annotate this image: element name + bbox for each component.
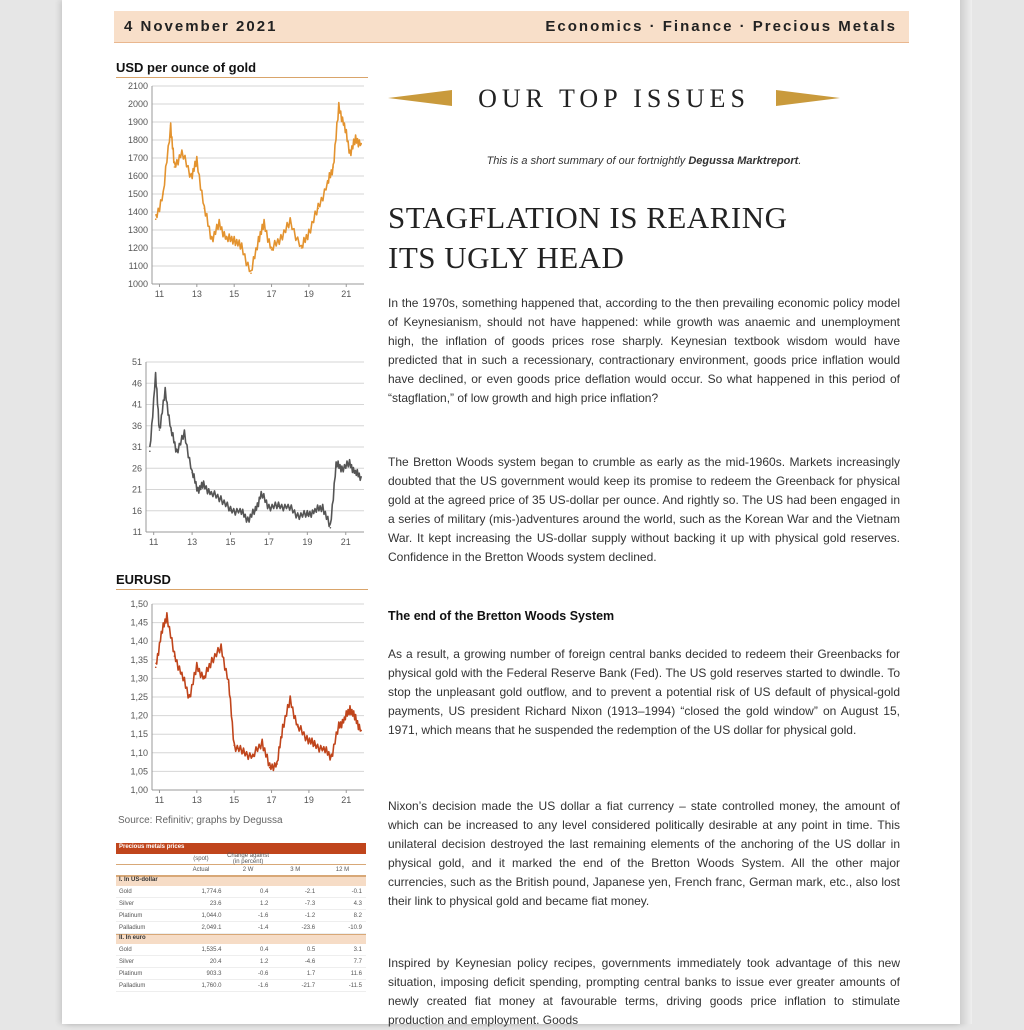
y-tick-label: 21 — [131, 484, 142, 495]
data-point — [162, 193, 164, 195]
x-tick-label: 21 — [340, 537, 351, 547]
paragraph-5: Inspired by Keynesian policy recipes, governments immediately took advantage of this new situation, imposing deficit spending, prompting central banks to issue ever greater amounts of newly created fiat money at favourable terms, driving goods price inflation to stimulate production and employment. Goods — [388, 956, 900, 1027]
data-point — [155, 666, 157, 668]
data-point — [196, 161, 198, 163]
table-cell: Platinum — [119, 912, 143, 919]
table-cell: 0.4 — [259, 888, 269, 895]
x-tick-label: 17 — [263, 537, 274, 547]
gold-chart-svg — [116, 80, 368, 305]
data-point — [196, 666, 198, 668]
table-cell: Palladium — [119, 982, 146, 989]
table-row — [116, 968, 366, 980]
y-tick-label: 1900 — [127, 117, 148, 127]
headline-line-2: ITS UGLY HEAD — [388, 240, 625, 275]
table-cell: 0.4 — [259, 946, 269, 953]
data-point — [289, 700, 291, 702]
data-point — [250, 272, 252, 274]
data-point — [314, 745, 316, 747]
table-header-cell: Actual — [192, 867, 210, 873]
table-cell: -23.6 — [301, 924, 316, 931]
y-tick-label: 1,35 — [130, 654, 148, 665]
data-point — [335, 463, 337, 465]
data-point — [149, 450, 151, 452]
data-point — [155, 218, 157, 220]
series-line — [156, 103, 362, 272]
series-line — [150, 373, 361, 527]
data-point — [170, 125, 172, 127]
data-point — [161, 633, 163, 635]
data-point — [355, 719, 357, 721]
data-point — [355, 472, 357, 474]
y-tick-label: 1600 — [127, 171, 148, 181]
y-tick-label: 1,40 — [130, 636, 148, 647]
data-point — [327, 182, 329, 184]
section-subhead: The end of the Bretton Woods System — [388, 609, 615, 623]
table-cell: 20.4 — [209, 958, 222, 965]
data-point — [338, 107, 340, 109]
y-tick-label: 1,10 — [130, 747, 148, 758]
table-cell: -0.6 — [257, 970, 269, 977]
table-cell: -11.5 — [348, 982, 362, 989]
data-point — [260, 493, 262, 495]
data-point — [255, 510, 257, 512]
table-cell: 1,535.4 — [201, 946, 222, 953]
table-row — [116, 956, 366, 968]
data-point — [230, 510, 232, 512]
table-cell: -4.6 — [304, 958, 316, 965]
chart-rule — [116, 77, 368, 78]
data-point — [189, 696, 191, 698]
table-cell: -1.6 — [257, 912, 269, 919]
table-cell: Gold — [119, 946, 132, 953]
data-point — [344, 719, 346, 721]
data-point — [191, 472, 193, 474]
data-point — [271, 249, 273, 251]
gold-chart — [116, 60, 368, 305]
data-point — [159, 429, 161, 431]
headline-line-1: STAGFLATION IS REARING — [388, 200, 788, 235]
y-tick-label: 1400 — [127, 207, 148, 217]
data-point — [307, 514, 309, 516]
y-tick-label: 16 — [131, 505, 142, 516]
intro-prefix: This is a short summary of our fortnightly — [486, 155, 689, 167]
data-point — [261, 741, 263, 743]
eurusd-chart-title: EURUSD — [116, 572, 171, 587]
table-cell: 23.6 — [209, 900, 222, 907]
y-tick-label: 2100 — [127, 81, 148, 91]
table-cell: 8.2 — [353, 912, 362, 919]
x-tick-label: 19 — [303, 795, 314, 805]
x-tick-label: 19 — [302, 537, 313, 547]
data-point — [289, 222, 291, 224]
data-point — [184, 433, 186, 435]
table-header-cell: 3 M — [290, 867, 301, 873]
table-row — [116, 922, 366, 934]
eurusd-chart-svg — [116, 592, 368, 814]
x-tick-label: 13 — [191, 289, 202, 299]
table-header-cell: 2 W — [242, 867, 254, 873]
data-point — [190, 175, 192, 177]
table-cell: 11.6 — [350, 970, 362, 977]
data-point — [243, 752, 245, 754]
table-title: Precious metals prices — [116, 843, 366, 854]
article-headline — [388, 198, 900, 278]
ratio-chart — [116, 352, 368, 552]
y-tick-label: 1800 — [127, 135, 148, 145]
data-point — [297, 514, 299, 516]
data-point — [287, 506, 289, 508]
data-point — [220, 648, 222, 650]
table-cell: 1,760.0 — [201, 982, 222, 989]
table-section: II. In euro — [116, 934, 366, 944]
data-point — [203, 484, 205, 486]
x-tick-label: 17 — [266, 795, 277, 805]
page-edge — [960, 0, 972, 1024]
y-tick-label: 1000 — [127, 279, 148, 289]
y-tick-label: 31 — [131, 442, 142, 452]
table-row — [116, 898, 366, 910]
table-row — [116, 944, 366, 956]
header-bar — [114, 11, 909, 43]
data-point — [269, 767, 271, 769]
data-point — [226, 238, 228, 240]
header-date: 4 November 2021 — [124, 18, 278, 35]
table-cell: -1.6 — [257, 982, 269, 989]
table-cell: Silver — [119, 958, 135, 965]
data-point — [203, 678, 205, 680]
x-tick-label: 19 — [303, 289, 314, 299]
y-tick-label: 1,25 — [130, 692, 148, 702]
table-cell: 2,049.1 — [201, 924, 222, 931]
data-point — [218, 224, 220, 226]
data-point — [338, 726, 340, 728]
data-point — [330, 527, 332, 529]
data-point — [314, 510, 316, 512]
data-point — [239, 510, 241, 512]
table-cell: 4.3 — [353, 900, 362, 907]
data-point — [197, 489, 199, 491]
x-tick-label: 13 — [191, 795, 202, 805]
table-cell: 1.7 — [306, 970, 316, 977]
y-tick-label: 1,50 — [130, 599, 148, 609]
table-header-row — [116, 854, 366, 865]
data-point — [155, 374, 157, 376]
table-cell: Gold — [119, 888, 132, 895]
data-point — [228, 681, 230, 683]
intro-note — [388, 155, 900, 167]
data-point — [174, 655, 176, 657]
y-tick-label: 1100 — [128, 261, 148, 271]
data-point — [341, 467, 343, 469]
x-tick-label: 15 — [229, 795, 240, 805]
table-header-cell: 12 M — [335, 867, 350, 873]
data-point — [203, 208, 205, 210]
x-tick-label: 11 — [154, 289, 165, 299]
table-cell: -1.2 — [304, 912, 316, 919]
data-point — [322, 506, 324, 508]
data-point — [344, 125, 346, 127]
y-tick-label: 11 — [132, 527, 142, 537]
data-point — [317, 208, 319, 210]
table-cell: -2.1 — [304, 888, 316, 895]
table-cell: 0.5 — [306, 946, 316, 953]
y-tick-label: 1700 — [127, 153, 148, 163]
data-point — [181, 674, 183, 676]
data-point — [282, 726, 284, 728]
data-point — [181, 152, 183, 154]
data-point — [280, 236, 282, 238]
data-point — [211, 493, 213, 495]
data-point — [297, 726, 299, 728]
data-point — [332, 166, 334, 168]
table-cell: -0.1 — [351, 888, 362, 895]
data-point — [241, 247, 243, 249]
chart-rule — [116, 589, 368, 590]
data-point — [258, 238, 260, 240]
table-cell: 1,774.6 — [201, 888, 222, 895]
header-topics: Economics · Finance · Precious Metals — [545, 18, 897, 35]
x-tick-label: 21 — [341, 289, 352, 299]
series-line — [156, 613, 362, 771]
table-header-row — [116, 865, 366, 876]
paragraph-3: As a result, a growing number of foreign central banks decided to redeem their Greenbacks for physical gold with the Federal Reserve Bank (Fed). The US gold reserves started to dwindle. To stop the unpleasant gold outflow, and to prevent a potential risk of US default of physical-gold payments, US president Richard Nixon (1913–1994) “closed the gold window” on August 15, 1971, which means that he suspended the redemption of the US dollar for physical gold. — [388, 647, 900, 737]
data-point — [247, 518, 249, 520]
table-cell: -7.3 — [304, 900, 316, 907]
data-point — [164, 391, 166, 393]
precious-metals-table — [116, 843, 366, 992]
x-tick-label: 13 — [187, 537, 198, 547]
data-point — [301, 247, 303, 249]
x-tick-label: 11 — [154, 795, 165, 805]
paragraph-1: In the 1970s, something happened that, according to the then prevailing economic policy model of Keynesianism, should not have happened: while growth was anaemic and unemployment high, the inflation of goods prices rose sharply. Keynesian textbook wisdom would have predicted that in such a recessionary, contractionary environment, goods price inflation would have declined, or even goods price deflation would occur. So what happened in this period of “stagflation,” of low growth and high price inflation? — [388, 296, 900, 405]
top-issues-banner — [388, 80, 840, 116]
y-tick-label: 1300 — [127, 225, 148, 235]
table-cell: Silver — [119, 900, 135, 907]
x-tick-label: 15 — [225, 537, 236, 547]
data-point — [355, 139, 357, 141]
data-point — [220, 497, 222, 499]
x-tick-label: 11 — [149, 537, 159, 547]
data-point — [308, 231, 310, 233]
y-tick-label: 1,45 — [130, 617, 148, 628]
table-cell: 903.3 — [206, 970, 222, 977]
eurusd-chart — [116, 572, 368, 812]
data-point — [306, 737, 308, 739]
y-tick-label: 1,05 — [130, 766, 148, 777]
intro-publication: Degussa Marktreport — [688, 155, 799, 167]
data-point — [211, 238, 213, 240]
data-point — [166, 614, 168, 616]
data-point — [360, 730, 362, 732]
y-tick-label: 26 — [131, 463, 142, 474]
y-tick-label: 1,20 — [130, 710, 148, 721]
data-point — [252, 756, 254, 758]
paragraph-2: The Bretton Woods system began to crumble as early as the mid-1960s. Markets increasingly doubted that the US government would keep its promise to redeem the Greenback for physical gold at the agreed price of 35 US-dollar per ounce. And rightly so. The US had been engaged in a series of military (mis-)adventures around the world, such as the Korean War and the Vietnam War. It kept increasing the US-dollar supply without backing it up with physical gold reserves. Confidence in the Bretton Woods system declined. — [388, 455, 900, 564]
table-cell: 7.7 — [353, 958, 362, 965]
data-point — [360, 476, 362, 478]
gold-chart-title: USD per ounce of gold — [116, 60, 257, 75]
data-point — [276, 763, 278, 765]
table-cell: 1.2 — [259, 900, 269, 907]
y-tick-label: 2000 — [127, 99, 148, 109]
data-point — [349, 152, 351, 154]
table-cell: -1.4 — [257, 924, 269, 931]
y-tick-label: 46 — [131, 378, 142, 389]
table-cell: 1.2 — [259, 958, 269, 965]
table-header-cell: (spot) — [193, 856, 209, 862]
data-point — [263, 224, 265, 226]
y-tick-label: 1,15 — [130, 729, 148, 740]
table-row — [116, 886, 366, 898]
table-section: I. In US-dollar — [116, 876, 366, 886]
table-cell: 3.1 — [353, 946, 362, 953]
y-tick-label: 1,00 — [130, 785, 148, 795]
y-tick-label: 1500 — [127, 189, 148, 199]
banner-title: OUR TOP ISSUES — [478, 84, 750, 113]
table-header-cell: Change against (in percent) — [227, 853, 270, 865]
table-cell: Palladium — [119, 924, 146, 931]
data-point — [331, 756, 333, 758]
data-point — [176, 450, 178, 452]
data-point — [323, 748, 325, 750]
table-cell: 1,044.0 — [201, 912, 222, 919]
table-row — [116, 910, 366, 922]
data-point — [268, 506, 270, 508]
y-tick-label: 1200 — [127, 243, 148, 253]
data-point — [170, 429, 172, 431]
y-tick-label: 51 — [131, 357, 142, 367]
data-point — [349, 463, 351, 465]
data-point — [233, 745, 235, 747]
data-point — [360, 143, 362, 145]
data-point — [233, 238, 235, 240]
x-tick-label: 15 — [229, 289, 240, 299]
x-tick-label: 17 — [266, 289, 277, 299]
table-cell: Platinum — [119, 970, 143, 977]
table-row — [116, 980, 366, 992]
ratio-chart-svg — [116, 352, 368, 552]
table-cell: -10.9 — [348, 924, 362, 931]
y-tick-label: 36 — [131, 420, 142, 431]
data-point — [211, 659, 213, 661]
chart-source: Source: Refinitiv; graphs by Degussa — [118, 815, 283, 826]
table-cell: -21.7 — [301, 982, 316, 989]
y-tick-label: 1,30 — [130, 673, 148, 684]
x-tick-label: 21 — [341, 795, 352, 805]
paragraph-4: Nixon’s decision made the US dollar a fiat currency – state controlled money, the amount of which can be increased to any level considered politically desirable at any point in time. This unilateral decision destroyed the last remaining elements of the anchoring of the US dollar in physical gold, and it marked the end of the Bretton Woods System. All the other major currencies, such as the British pound, Japanese yen, French franc, German mark, etc., also lost their link to physical gold and became fiat money. — [388, 799, 900, 908]
data-point — [174, 166, 176, 168]
data-point — [349, 707, 351, 709]
y-tick-label: 41 — [131, 399, 142, 410]
data-point — [278, 506, 280, 508]
arrow-right-icon — [776, 88, 840, 108]
intro-suffix: . — [798, 155, 802, 167]
